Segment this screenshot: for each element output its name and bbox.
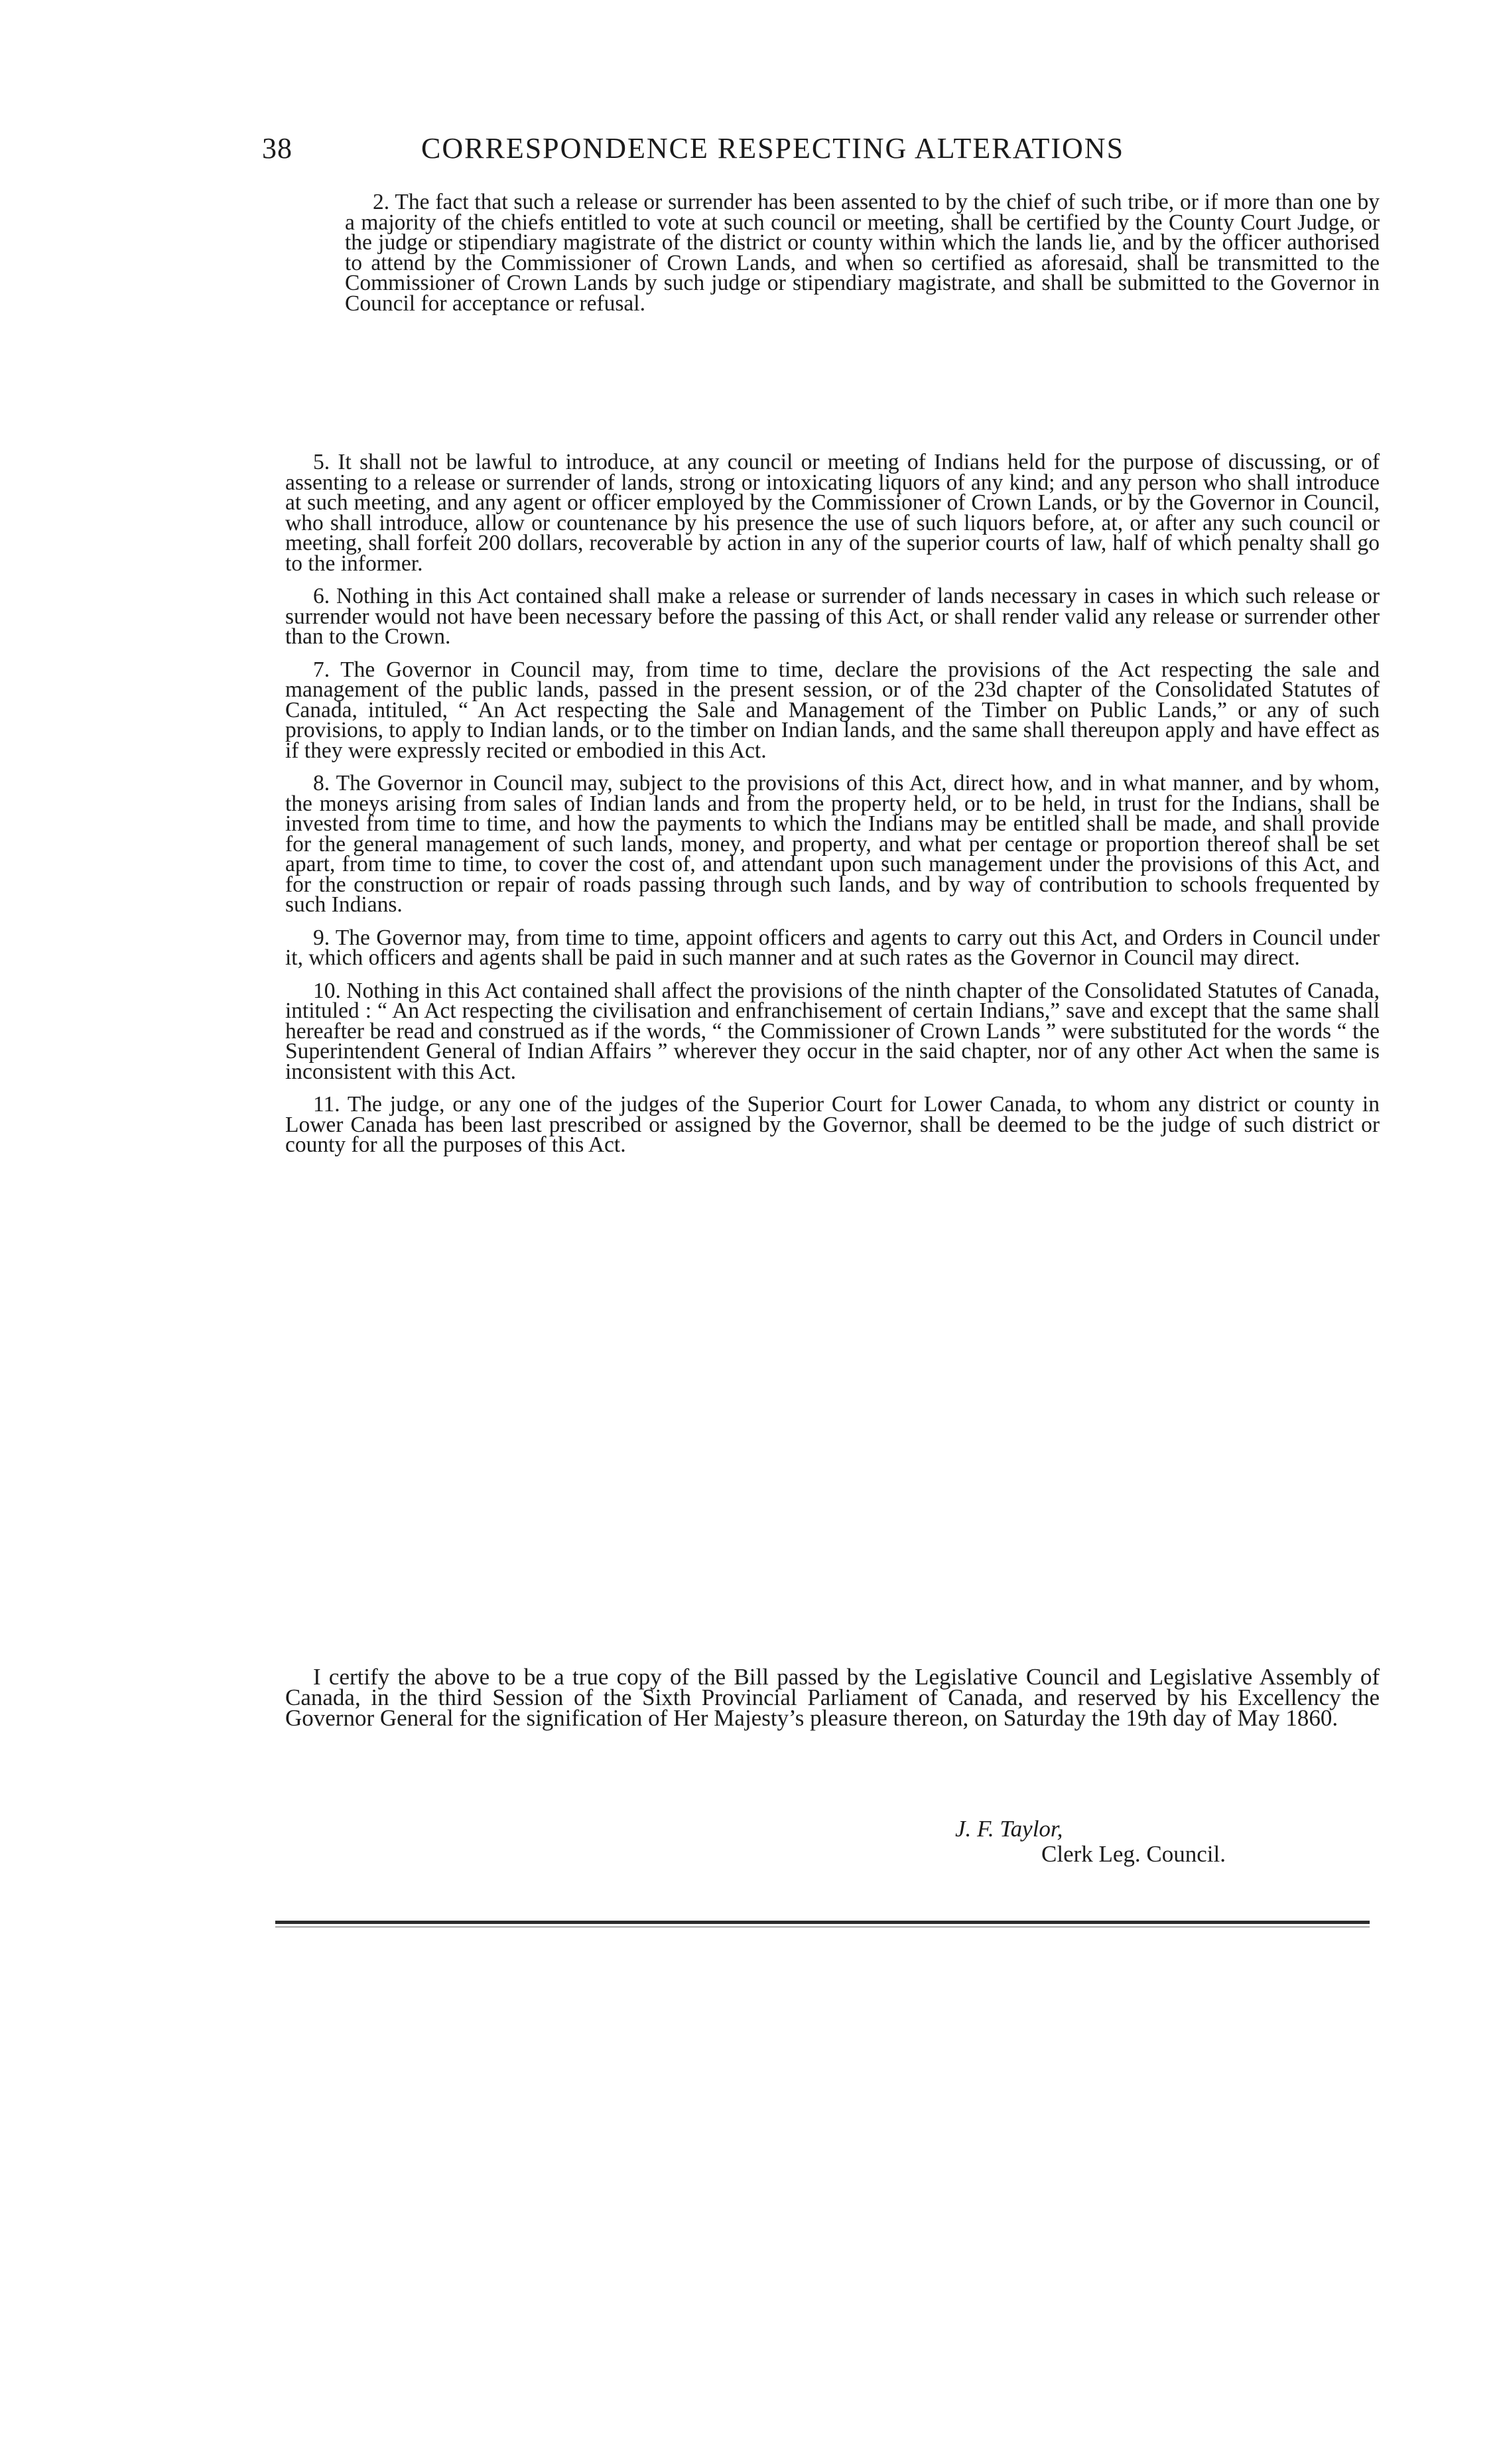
section-11-paragraph: 11. The judge, or any one of the judges of the Superior Court for Lower Canada, to whom any district or county in Lower Canada has been last prescribed or assigned by the Governor, shall be deemed to be the judge of such district or county for all the purposes of this Act. bbox=[285, 1092, 1380, 1157]
signatory-title: Clerk Leg. Council. bbox=[1041, 1841, 1226, 1867]
page-header bbox=[262, 131, 1244, 171]
certification-paragraph: I certify the above to be a true copy of the Bill passed by the Legislative Council and Legislative Assembly of Canada, in the third Session of the Sixth Provincial Parliament of Canada, and reserved by his Excellency the Governor General for the signification of Her Majesty’s pleasure thereon, on Saturday the 19th day of May 1860. bbox=[285, 1664, 1380, 1731]
section-8-paragraph: 8. The Governor in Council may, subject to the provisions of this Act, direct how, and in what manner, and by whom, the moneys arising from sales of Indian lands and from the property held, or to be held, in trust for the Indians, shall be invested from time to time, and how the payments to which the Indians may be entitled shall be made, and shall provide for the general management of such lands, money, and property, and what per centage or proportion thereof shall be set apart, from time to time, to cover the cost of, and attendant upon such management under the provisions of this Act, and for the construction or repair of roads passing through such lands, and by way of contribution to schools frequented by such Indians. bbox=[285, 771, 1380, 917]
section-9-paragraph: 9. The Governor may, from time to time, appoint officers and agents to carry out this Act, and Orders in Council under it, which officers and agents shall be paid in such manner and at such rates as the Governor in Council may direct. bbox=[285, 925, 1380, 970]
body-text bbox=[285, 452, 1380, 1168]
section-6-paragraph: 6. Nothing in this Act contained shall make a release or surrender of lands necessary in cases in which such release or surrender would not have been necessary before the passing of this Act, or shall render valid any release or surrender other than to the Crown. bbox=[285, 584, 1380, 649]
signature-block bbox=[955, 1816, 1353, 1867]
section-7-paragraph: 7. The Governor in Council may, from time to time, declare the provisions of the Act respecting the sale and management of the public lands, passed in the present session, or of the 23d chapter of the Consolidated Statutes of Canada, intituled, “ An Act respecting the Sale and Management of the Timber on Public Lands,” or any of such provisions, to apply to Indian lands, or to the timber on Indian lands, and the same shall thereupon apply and have effect as if they were expressly recited or embodied in this Act. bbox=[285, 657, 1380, 763]
section-5-paragraph: 5. It shall not be lawful to introduce, at any council or meeting of Indians held for the purpose of discussing, or of assenting to a release or surrender of lands, strong or intoxicating liquors of any kind; and any person who shall introduce at such meeting, and any agent or officer employed by the Commissioner of Crown Lands, or by the Governor in Council, who shall introduce, allow or countenance by his presence the use of such liquors before, at, or after any such council or meeting, shall forfeit 200 dollars, recoverable by action in any of the superior courts of law, half of which penalty shall go to the informer. bbox=[285, 450, 1380, 576]
signatory-name: J. F. Taylor, bbox=[955, 1816, 1063, 1842]
section-10-paragraph: 10. Nothing in this Act contained shall affect the provisions of the ninth chapter of the Consolidated Statutes of Canada, intituled : “ An Act respecting the civilisation and enfranchisement of certain Indians,” save and except that the same shall hereafter be read and construed as if the words, “ the Commissioner of Crown Lands ” were substituted for the words “ the Superintendent General of Indian Affairs ” wherever they occur in the said chapter, nor of any other Act when the same is inconsistent with this Act. bbox=[285, 978, 1380, 1084]
running-title: CORRESPONDENCE RESPECTING ALTERATIONS bbox=[421, 132, 1125, 165]
closing-rule bbox=[275, 1921, 1370, 1924]
section-2-paragraph: 2. The fact that such a release or surrender has been assented to by the chief of such tribe, or if more than one by a majority of the chiefs entitled to vote at such council or meeting, shall be certified by the County Court Judge, or the judge or stipendiary magistrate of the district or county within which the lands lie, and by the officer authorised to attend by the Commissioner of Crown Lands, and when so certified as aforesaid, shall be transmitted to the Commissioner of Crown Lands by such judge or stipendiary magistrate, and shall be submitted to the Governor in Council for acceptance or refusal. bbox=[345, 190, 1380, 316]
page-number: 38 bbox=[262, 132, 293, 165]
